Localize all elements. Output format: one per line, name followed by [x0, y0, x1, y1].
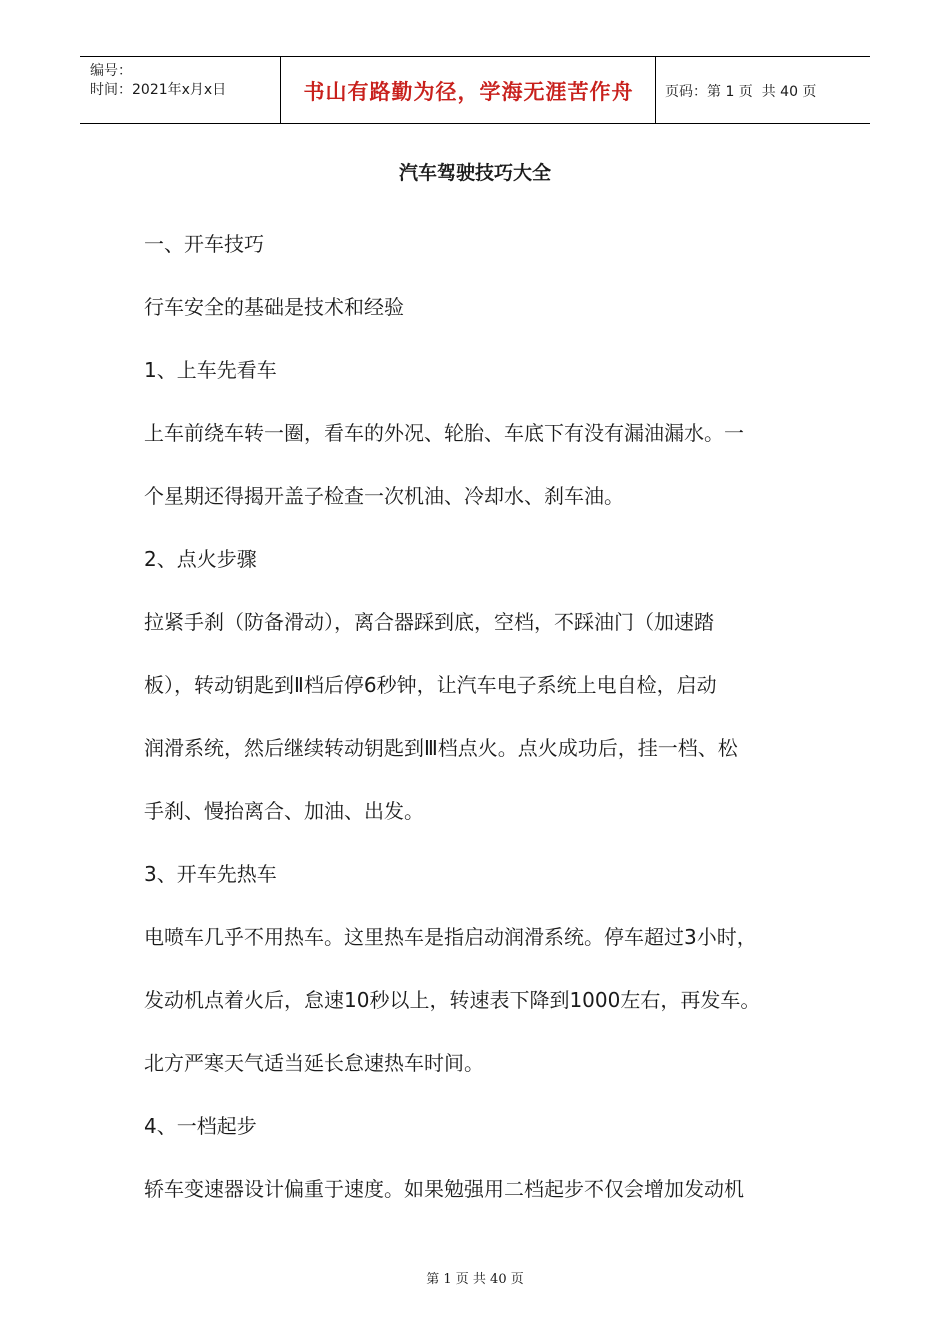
paragraph-line: 上车前绕车转一圈，看车的外况、轮胎、车底下有没有漏油漏水。一 — [144, 421, 744, 445]
paragraph-line: 行车安全的基础是技术和经验 — [144, 295, 404, 319]
paragraph-line: 润滑系统，然后继续转动钥匙到Ⅲ档点火。点火成功后，挂一档、松 — [144, 736, 738, 760]
document-time-label: 时间：2021年x月x日 — [90, 82, 227, 98]
section-heading: 一、开车技巧 — [144, 232, 264, 256]
paragraph-line: 拉紧手刹（防备滑动），离合器踩到底，空档，不踩油门（加速踏 — [144, 610, 714, 634]
header-divider-left — [280, 57, 281, 124]
document-body — [144, 213, 816, 1221]
header-divider-right — [655, 57, 656, 124]
page-header — [80, 56, 870, 124]
header-meta — [90, 62, 226, 100]
header-motto: 书山有路勤为径，学海无涯苦作舟 — [303, 78, 634, 104]
page-footer: 第 1 页 共 40 页 — [426, 1272, 524, 1287]
paragraph-line: 电喷车几乎不用热车。这里热车是指启动润滑系统。停车超过3小时， — [144, 925, 757, 949]
paragraph-line: 北方严寒天气适当延长怠速热车时间。 — [144, 1051, 484, 1075]
header-page-info: 页码：第 1 页 共 40 页 — [665, 83, 817, 100]
document-title: 汽车驾驶技巧大全 — [398, 162, 551, 184]
document-number-label: 编号： — [90, 63, 132, 79]
paragraph-line: 手刹、慢抬离合、加油、出发。 — [144, 799, 424, 823]
paragraph-line: 个星期还得揭开盖子检查一次机油、冷却水、刹车油。 — [144, 484, 624, 508]
paragraph-line: 轿车变速器设计偏重于速度。如果勉强用二档起步不仅会增加发动机 — [144, 1177, 744, 1201]
subsection-heading: 4、一档起步 — [144, 1114, 257, 1138]
paragraph-line: 发动机点着火后，怠速10秒以上，转速表下降到1000左右，再发车。 — [144, 988, 761, 1012]
paragraph-line: 板），转动钥匙到Ⅱ档后停6秒钟，让汽车电子系统上电自检，启动 — [144, 673, 717, 697]
subsection-heading: 2、点火步骤 — [144, 547, 257, 571]
subsection-heading: 1、上车先看车 — [144, 358, 277, 382]
subsection-heading: 3、开车先热车 — [144, 862, 277, 886]
